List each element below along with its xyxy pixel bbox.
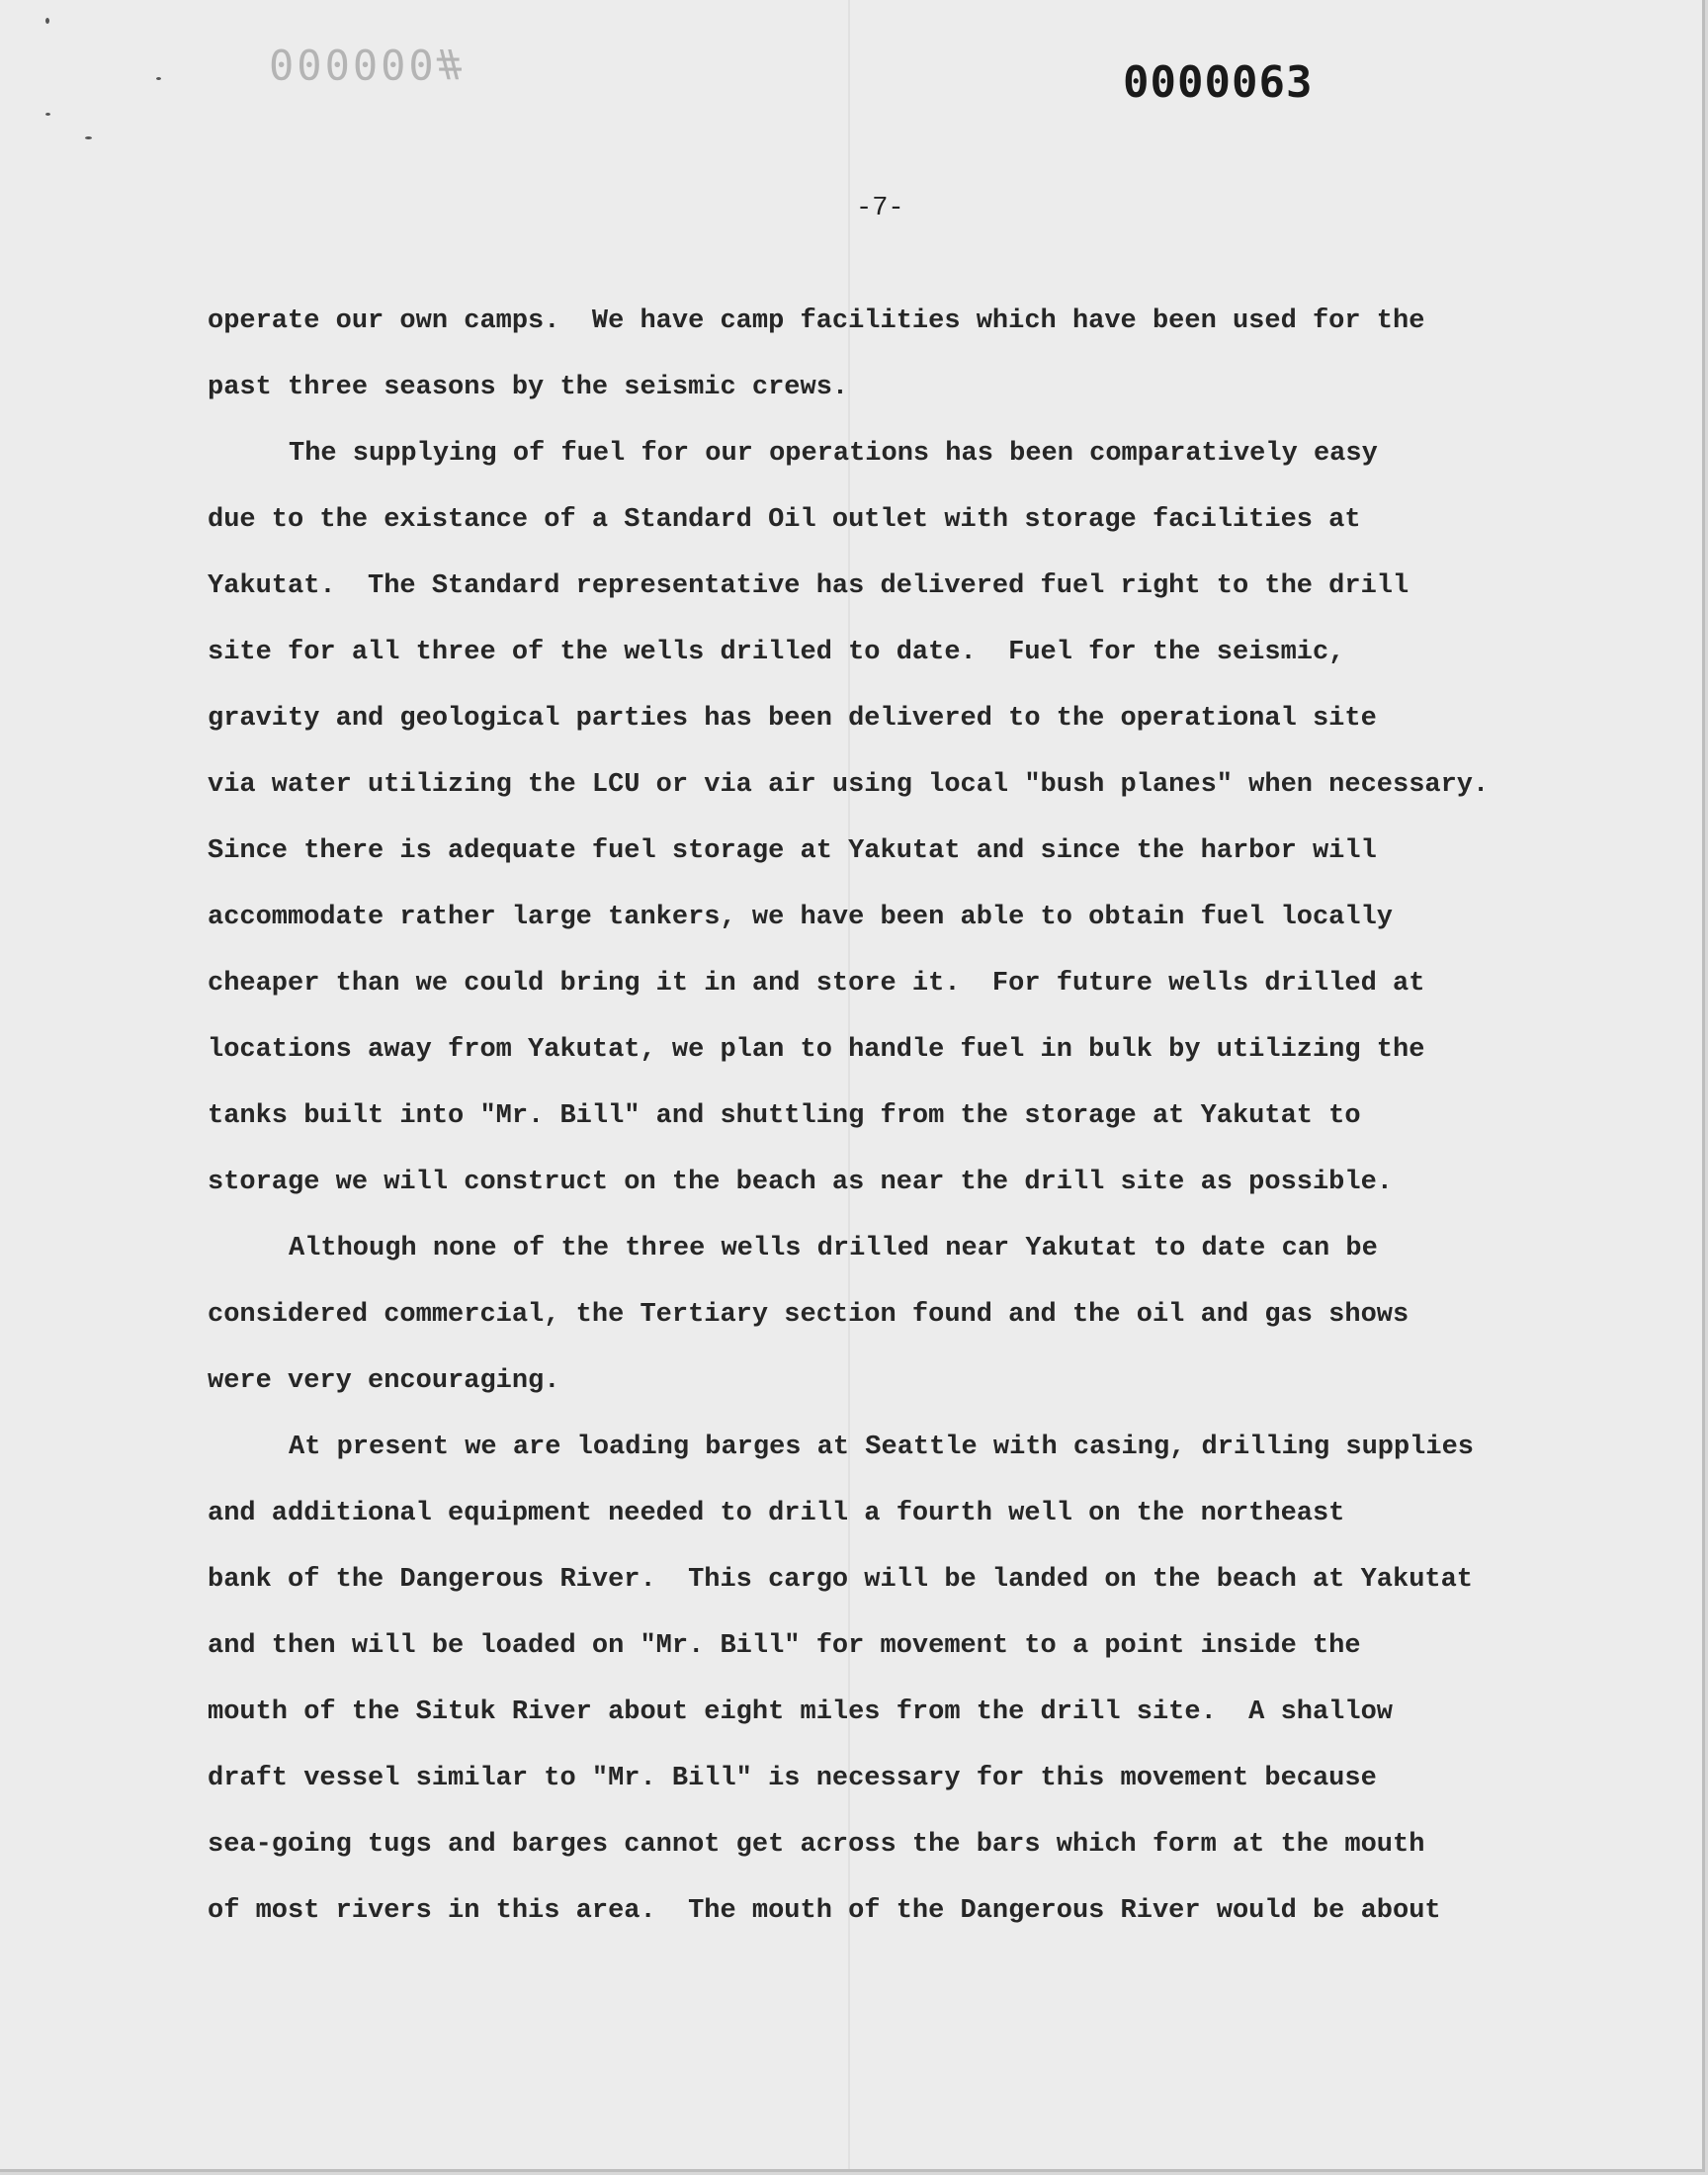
text-line: due to the existance of a Standard Oil outlet with storage facilities at [208,505,1361,535]
text-line: were very encouraging. [208,1366,560,1396]
paragraph [208,1415,1651,1945]
scan-speck [45,113,50,116]
text-line: of most rivers in this area. The mouth of the Dangerous River would be about [208,1896,1441,1926]
document-number-stamp: 0000063 [1123,57,1314,108]
paragraph [208,421,1651,1216]
text-line: cheaper than we could bring it in and store it. For future wells drilled at [208,969,1425,999]
text-line: storage we will construct on the beach as near the drill site as possible. [208,1168,1393,1197]
text-line: tanks built into "Mr. Bill" and shuttling from the storage at Yakutat to [208,1101,1361,1131]
text-line: Although none of the three wells drilled near Yakutat to date can be [289,1234,1378,1263]
faint-bleed-through-stamp: 000000# [269,40,466,88]
text-line: bank of the Dangerous River. This cargo will be landed on the beach at Yakutat [208,1565,1474,1595]
scan-speck [156,77,161,80]
text-line: sea-going tugs and barges cannot get across the bars which form at the mouth [208,1830,1425,1860]
text-line: Since there is adequate fuel storage at Yakutat and since the harbor will [208,836,1377,866]
text-line: accommodate rather large tankers, we have been able to obtain fuel locally [208,903,1393,932]
text-line: operate our own camps. We have camp facilities which have been used for the [208,306,1425,336]
text-line: and then will be loaded on "Mr. Bill" for movement to a point inside the [208,1631,1361,1661]
paragraph [208,289,1651,421]
text-line: considered commercial, the Tertiary section found and the oil and gas shows [208,1300,1409,1330]
text-line: site for all three of the wells drilled to date. Fuel for the seismic, [208,638,1345,667]
page-number: -7- [856,194,904,223]
text-line: past three seasons by the seismic crews. [208,373,849,402]
text-line: locations away from Yakutat, we plan to handle fuel in bulk by utilizing the [208,1035,1425,1065]
text-line: At present we are loading barges at Seattle with casing, drilling supplies [289,1433,1474,1462]
text-line: via water utilizing the LCU or via air using local "bush planes" when necessary. [208,770,1490,800]
text-line: draft vessel similar to "Mr. Bill" is necessary for this movement because [208,1764,1377,1793]
text-line: and additional equipment needed to drill a fourth well on the northeast [208,1499,1345,1528]
scan-speck [45,18,49,24]
text-line: mouth of the Situk River about eight miles from the drill site. A shallow [208,1697,1393,1727]
text-line: gravity and geological parties has been delivered to the operational site [208,704,1377,734]
paragraph [208,1216,1651,1415]
scan-speck [85,136,92,139]
text-line: Yakutat. The Standard representative has delivered fuel right to the drill [208,571,1409,601]
body-text [208,289,1651,1945]
text-line: The supplying of fuel for our operations has been comparatively easy [289,439,1378,469]
